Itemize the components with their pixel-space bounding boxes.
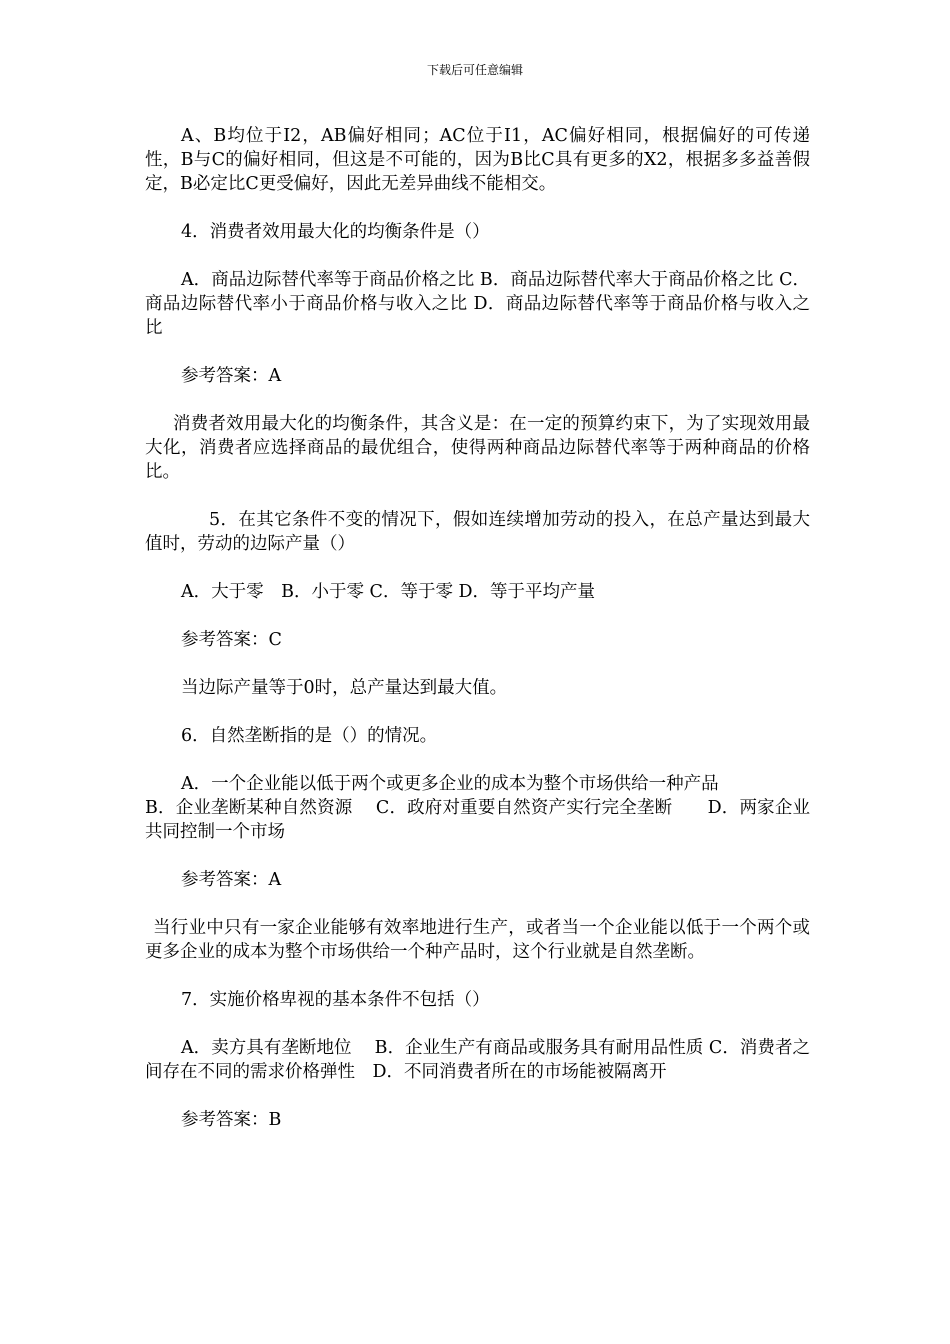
question-6-options: [145, 772, 810, 844]
question-5-explanation: 当边际产量等于0时，总产量达到最大值。: [181, 678, 508, 698]
question-4-explanation: 消费者效用最大化的均衡条件，其含义是：在一定的预算约束下，为了实现效用最大化，消费者应选择商品的最优组合，使得两种商品边际替代率等于两种商品的价格比。: [145, 414, 810, 482]
document-body: [145, 124, 810, 1156]
page-header: 下载后可任意编辑: [426, 63, 523, 77]
question-6-option-a: A．一个企业能以低于两个或更多企业的成本为整个市场供给一种产品: [181, 774, 719, 794]
question-7-options: A．卖方具有垄断地位 B．企业生产有商品或服务具有耐用品性质 C．消费者之间存在不同的需求价格弹性 D．不同消费者所在的市场能被隔离开: [145, 1038, 810, 1082]
question-5-answer: 参考答案：C: [181, 630, 282, 650]
question-7: 7．实施价格卑视的基本条件不包括（）: [181, 990, 490, 1010]
question-6: 6．自然垄断指的是（）的情况。: [181, 726, 438, 746]
question-5-options: A．大于零 B．小于零 C．等于零 D．等于平均产量: [181, 582, 596, 602]
question-5: 5．在其它条件不变的情况下，假如连续增加劳动的投入，在总产量达到最大值时，劳动的边际产量（）: [145, 510, 810, 554]
question-7-answer: 参考答案：B: [181, 1110, 282, 1130]
question-4-options: A．商品边际替代率等于商品价格之比 B．商品边际替代率大于商品价格之比 C．商品边际替代率小于商品价格与收入之比 D．商品边际替代率等于商品价格与收入之比: [145, 270, 810, 338]
paragraph-indifference-curve: A、B均位于I2，AB偏好相同；AC位于I1，AC偏好相同，根据偏好的可传递性，B与C的偏好相同，但这是不可能的，因为B比C具有更多的X2，根据多多益善假定，B必定比C更受偏好，因此无差异曲线不能相交。: [145, 126, 810, 194]
question-6-option-bcd: B．企业垄断某种自然资源 C．政府对重要自然资产实行完全垄断 D．两家企业共同控制一个市场: [145, 798, 810, 842]
question-6-answer: 参考答案：A: [181, 870, 282, 890]
question-4-answer: 参考答案：A: [181, 366, 282, 386]
question-4: 4．消费者效用最大化的均衡条件是（）: [181, 222, 490, 242]
question-6-explanation: 当行业中只有一家企业能够有效率地进行生产，或者当一个企业能以低于一个两个或更多企业的成本为整个市场供给一个种产品时，这个行业就是自然垄断。: [145, 918, 810, 962]
